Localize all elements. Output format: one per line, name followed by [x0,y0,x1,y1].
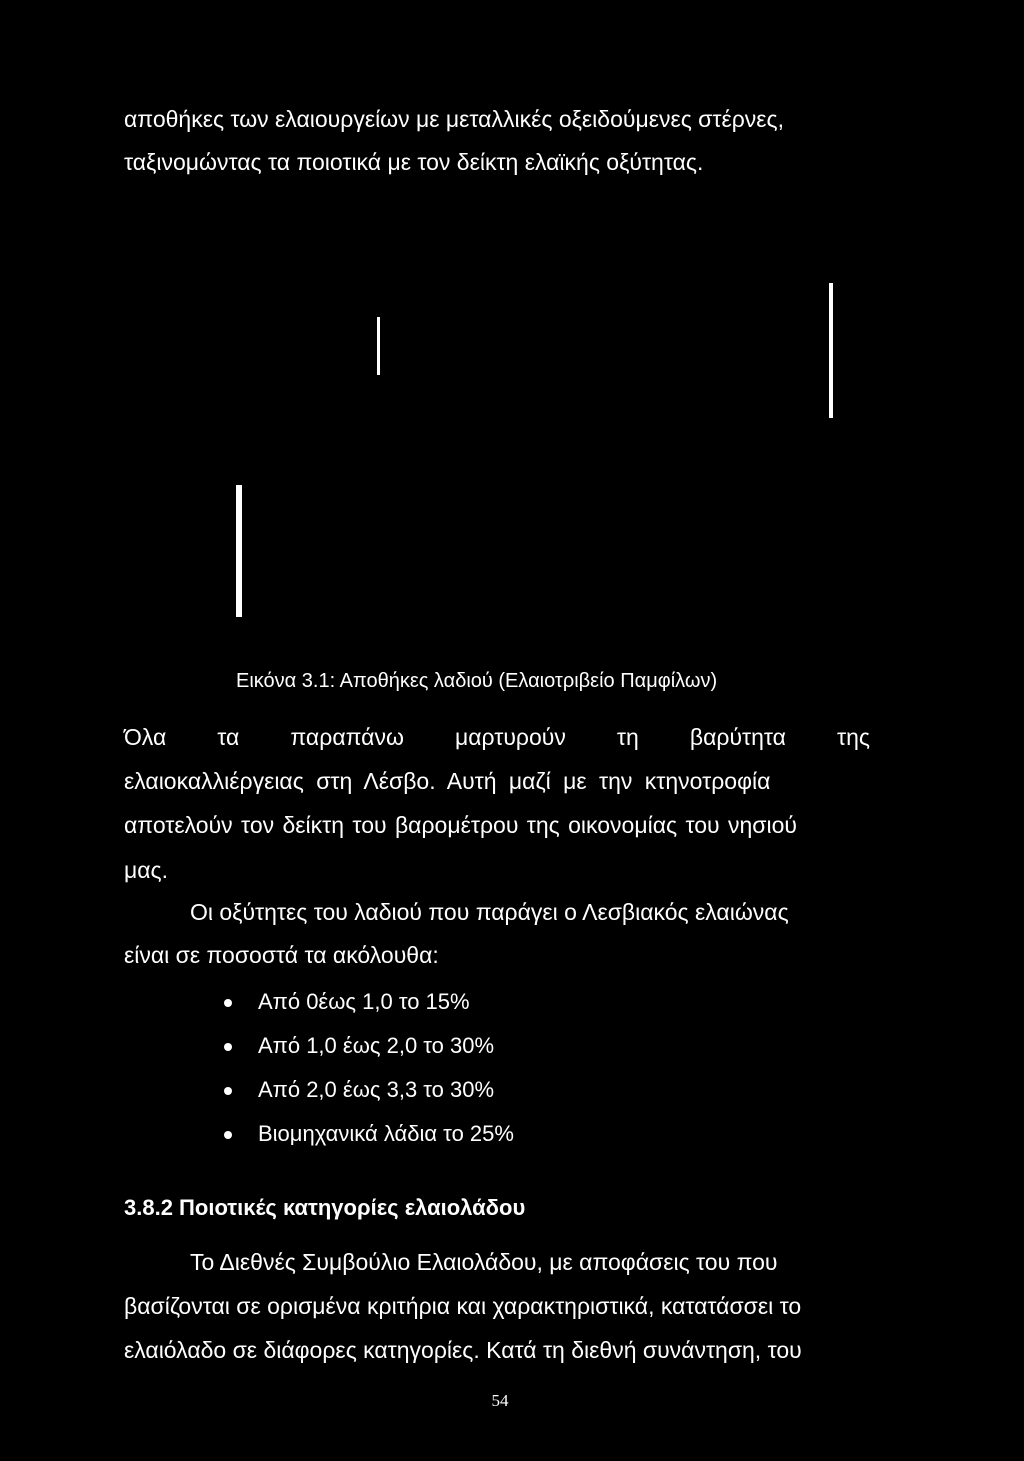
paragraph-3-line-1: Το Διεθνές Συμβούλιο Ελαιολάδου, με αποφάσεις του που [190,1249,778,1275]
intro-line-1: αποθήκες των ελαιουργείων με μεταλλικές οξειδούμενες στέρνες, [124,106,785,132]
intro-line-2: ταξινομώντας τα ποιοτικά με τον δείκτη ελαϊκής οξύτητας. [124,149,704,175]
paragraph-3-line-2: βασίζονται σε ορισμένα κριτήρια και χαρακτηριστικά, κατατάσσει το [124,1293,802,1319]
word: της [837,724,870,750]
paragraph-2-line-1: Οι οξύτητες του λαδιού που παράγει ο Λεσβιακός ελαιώνας [190,899,789,925]
figure-mark [236,485,242,617]
bullet-icon [224,1087,232,1095]
paragraph-1-line-1 [124,722,870,752]
page-number: 54 [491,1391,509,1410]
paragraph-3-line-3: ελαιόλαδο σε διάφορες κατηγορίες. Κατά τη διεθνή συνάντηση, του [124,1337,802,1363]
word: βαρύτητα [689,724,786,750]
paragraph-1-line-3: αποτελούν τον δείκτη του βαρομέτρου της οικονομίας του νησιού [124,812,797,838]
bullet-icon [224,999,232,1007]
acidity-list [222,980,514,1156]
paragraph-2-line-2: είναι σε ποσοστά τα ακόλουθα: [124,942,439,968]
figure-mark [377,317,380,375]
list-item: Από 2,0 έως 3,3 το 30% [222,1068,514,1112]
section-heading: 3.8.2 Ποιοτικές κατηγορίες ελαιολάδου [124,1195,526,1220]
word: τη [616,724,639,750]
bullet-icon [224,1043,232,1051]
paragraph-1-line-4: μας. [124,857,169,883]
list-item: Από 0έως 1,0 το 15% [222,980,514,1024]
figure-mark [829,283,833,418]
list-item: Βιομηχανικά λάδια το 25% [222,1112,514,1156]
paragraph-1-line-2: ελαιοκαλλιέργειας στη Λέσβο. Αυτή μαζί με την κτηνοτροφία [124,768,771,794]
word: παραπάνω [290,724,404,750]
word: μαρτυρούν [454,724,566,750]
word: τα [217,724,240,750]
bullet-icon [224,1131,232,1139]
list-item: Από 1,0 έως 2,0 το 30% [222,1024,514,1068]
figure-photo [120,245,880,665]
figure-caption: Εικόνα 3.1: Αποθήκες λαδιού (Ελαιοτριβείο Παμφίλων) [236,670,718,692]
word: Όλα [124,724,167,750]
